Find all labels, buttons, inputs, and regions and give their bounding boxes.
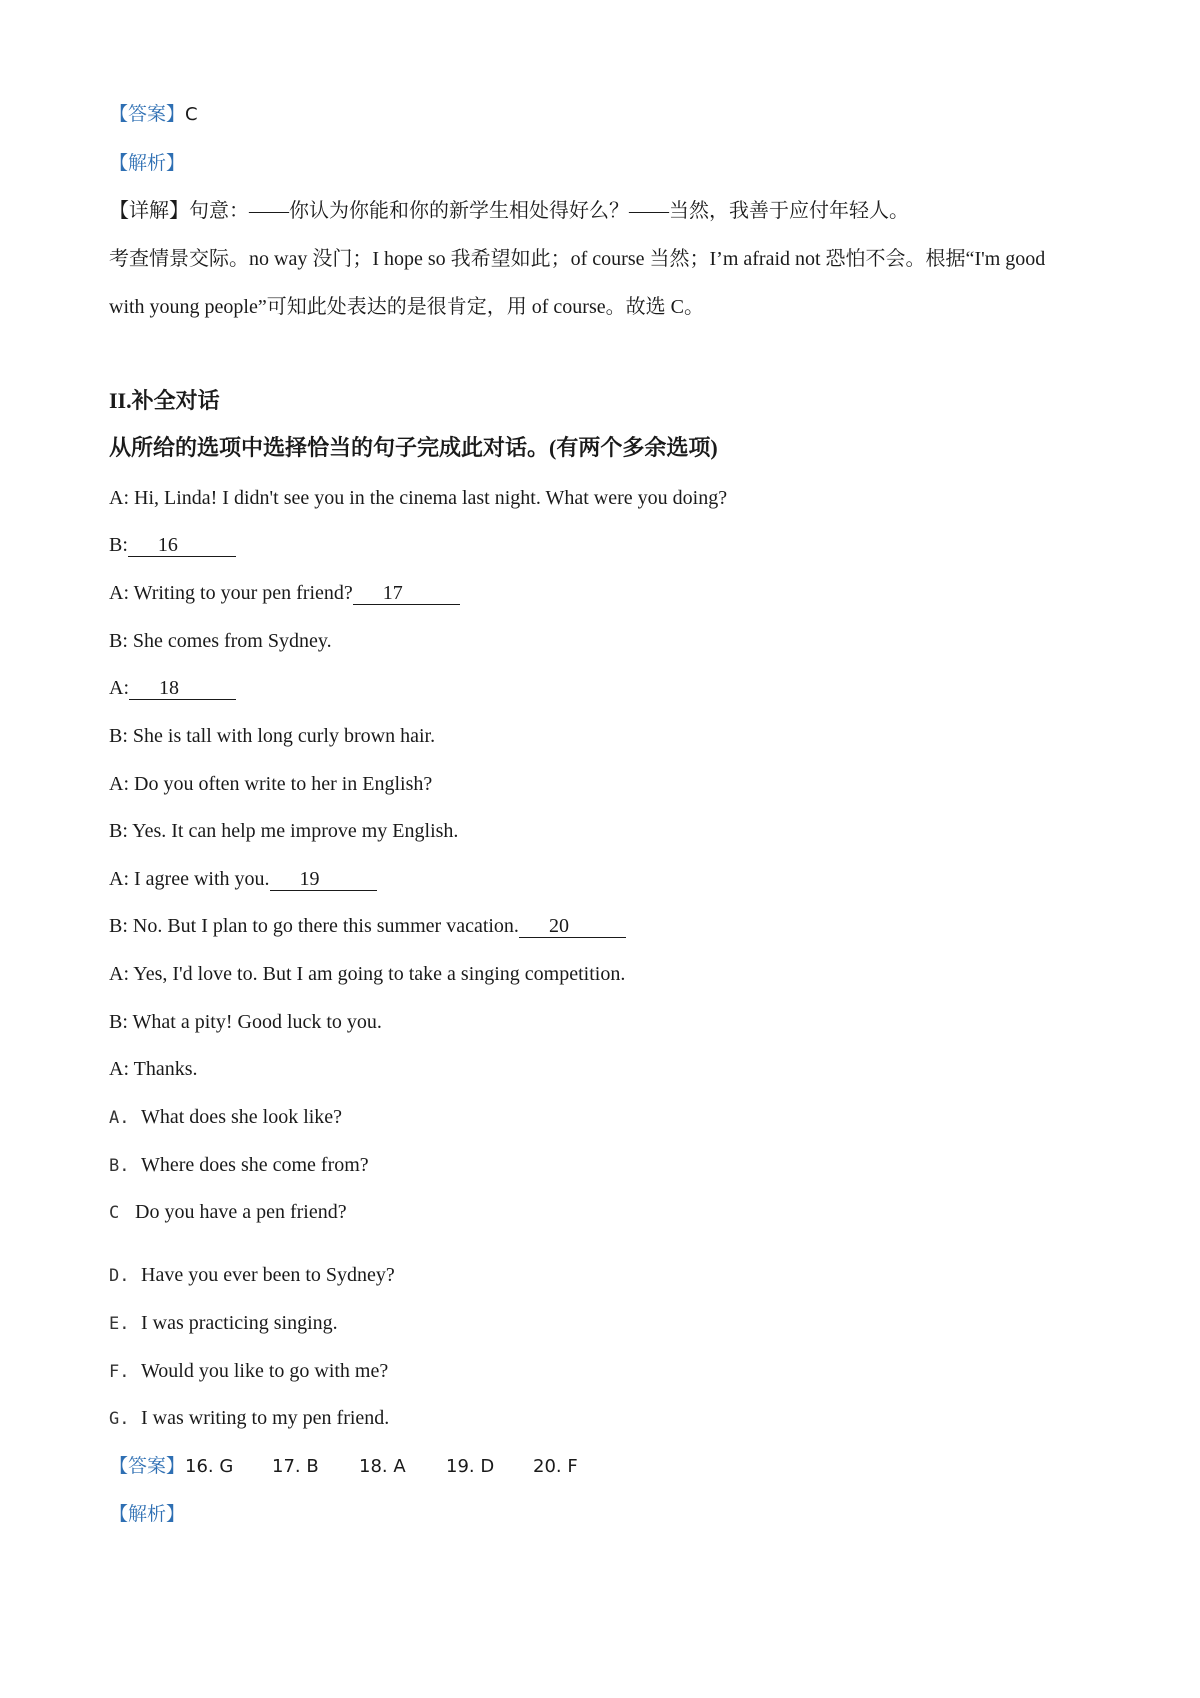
dialogue-line-6: B: She is tall with long curly brown hair. <box>109 725 436 747</box>
dialogue-line-4: B: She comes from Sydney. <box>109 630 332 652</box>
option-text: What does she look like? <box>141 1106 343 1128</box>
option-letter: G. <box>109 1409 130 1429</box>
option-e <box>109 1309 338 1338</box>
option-f <box>109 1357 388 1386</box>
option-letter: C <box>109 1203 120 1223</box>
detail-text: 句意：——你认为你能和你的新学生相处得好么？——当然，我善于应付年轻人。 <box>189 200 909 222</box>
answers-analysis-line <box>109 1500 185 1528</box>
option-b <box>109 1151 369 1180</box>
blank-18: 18 <box>129 677 236 700</box>
dialogue-line-1: A: Hi, Linda! I didn't see you in the cinema last night. What were you doing? <box>109 487 728 509</box>
answer-tag: 【答案】 <box>109 1455 186 1477</box>
option-text: Would you like to go with me? <box>141 1360 389 1382</box>
option-text: I was practicing singing. <box>141 1312 338 1334</box>
dialogue-line-13: A: Thanks. <box>109 1058 198 1080</box>
speaker-text: B: No. But I plan to go there this summer vacation. <box>109 915 519 937</box>
blank-16: 16 <box>128 534 236 557</box>
answers-line <box>109 1452 620 1481</box>
blank-17: 17 <box>353 582 460 605</box>
answer-item: 17. B <box>272 1456 319 1477</box>
answer-value: C <box>185 104 198 125</box>
option-d <box>109 1261 395 1290</box>
answer-item: 16. G <box>185 1456 234 1477</box>
dialogue-line-2 <box>109 531 236 559</box>
speaker-prefix: A: <box>109 677 129 699</box>
option-text: Do you have a pen friend? <box>135 1201 347 1223</box>
prev-explain-line-2: with young people”可知此处表达的是很肯定，用 of course。故选 C。 <box>109 296 704 318</box>
prev-explain-line-1: 考查情景交际。no way 没门；I hope so 我希望如此；of course 当然；I’m afraid not 恐怕不会。根据“I'm good <box>109 248 1046 270</box>
speaker-prefix: B: <box>109 534 128 556</box>
option-letter: D. <box>109 1266 130 1286</box>
speaker-text: A: Writing to your pen friend? <box>109 582 353 604</box>
answer-item: 18. A <box>359 1456 406 1477</box>
answer-item: 20. F <box>533 1456 578 1477</box>
dialogue-line-7: A: Do you often write to her in English? <box>109 773 433 795</box>
dialogue-line-12: B: What a pity! Good luck to you. <box>109 1011 382 1033</box>
option-a <box>109 1103 342 1132</box>
option-c <box>109 1198 347 1227</box>
dialogue-line-10 <box>109 912 626 940</box>
option-g <box>109 1404 389 1433</box>
option-text: I was writing to my pen friend. <box>141 1407 390 1429</box>
option-text: Where does she come from? <box>141 1154 369 1176</box>
option-text: Have you ever been to Sydney? <box>141 1264 395 1286</box>
prev-analysis-line <box>109 149 185 177</box>
blank-20: 20 <box>519 915 626 938</box>
dialogue-line-11: A: Yes, I'd love to. But I am going to take a singing competition. <box>109 963 626 985</box>
analysis-tag: 【解析】 <box>109 1503 186 1525</box>
option-letter: B. <box>109 1156 130 1176</box>
option-letter: A. <box>109 1108 130 1128</box>
dialogue-line-3 <box>109 579 460 607</box>
dialogue-line-8: B: Yes. It can help me improve my English. <box>109 820 459 842</box>
option-letter: E. <box>109 1314 130 1334</box>
answer-item: 19. D <box>446 1456 495 1477</box>
prev-answer-line <box>109 100 198 129</box>
analysis-tag: 【解析】 <box>109 152 186 174</box>
blank-19: 19 <box>270 868 377 891</box>
answer-tag: 【答案】 <box>109 103 186 125</box>
section-heading: II.补全对话 <box>109 388 220 413</box>
detail-tag: 【详解】 <box>109 200 189 222</box>
prev-detail-line <box>109 197 909 225</box>
speaker-text: A: I agree with you. <box>109 868 270 890</box>
section-instruction: 从所给的选项中选择恰当的句子完成此对话。(有两个多余选项) <box>109 435 718 460</box>
dialogue-line-5 <box>109 674 236 702</box>
option-letter: F. <box>109 1362 130 1382</box>
dialogue-line-9 <box>109 865 377 893</box>
